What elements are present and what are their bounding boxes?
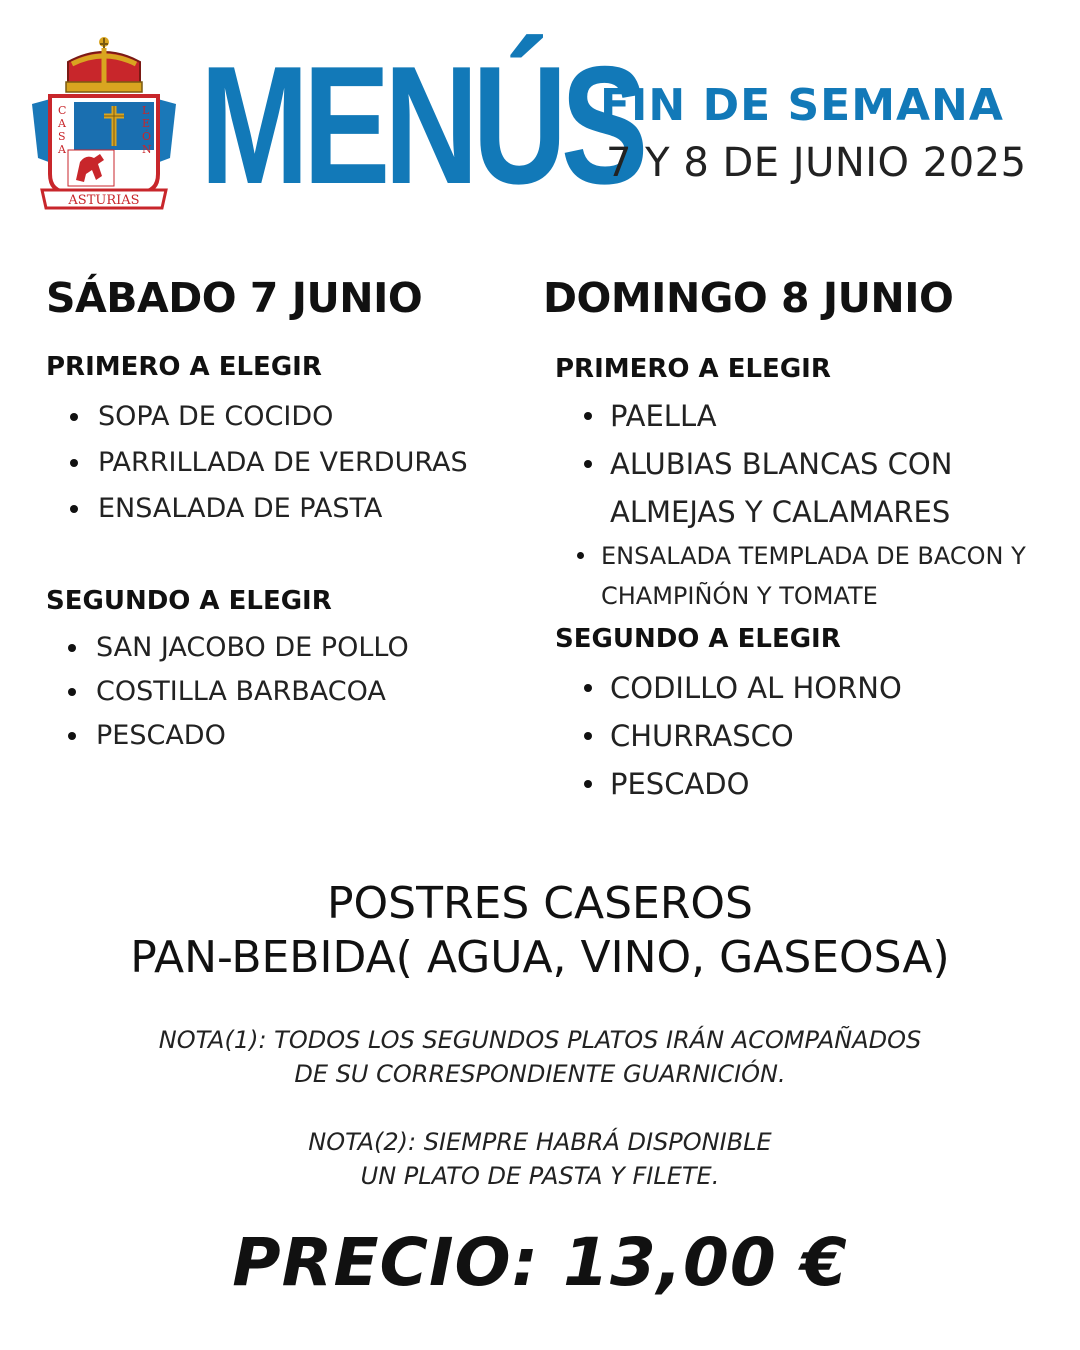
drinks-line: PAN-BEBIDA( AGUA, VINO, GASEOSA)	[130, 932, 950, 983]
bullet-icon	[70, 459, 78, 467]
menu-title: MENÚS	[200, 31, 643, 219]
svg-text:ASTURIAS: ASTURIAS	[68, 193, 140, 208]
bullet-icon	[68, 732, 76, 740]
sunday-heading: DOMINGO 8 JUNIO	[543, 274, 954, 322]
list-item: COSTILLA BARBACOA	[44, 670, 409, 714]
casa-de-leon-logo	[28, 34, 180, 212]
price-label: PRECIO: 13,00 €	[232, 1224, 848, 1301]
sunday-first-course-label: PRIMERO A ELEGIR	[555, 354, 831, 384]
saturday-second-course-label: SEGUNDO A ELEGIR	[46, 586, 332, 616]
list-item: ENSALADA DE PASTA	[46, 486, 468, 532]
svg-text:E: E	[142, 117, 151, 130]
bullet-icon	[577, 552, 584, 559]
list-item: SOPA DE COCIDO	[46, 394, 468, 440]
list-item: PARRILLADA DE VERDURAS	[46, 440, 468, 486]
sunday-first-course-extra-list	[555, 536, 1061, 616]
svg-text:N: N	[142, 143, 152, 156]
svg-text:C: C	[58, 104, 67, 117]
desserts-line: POSTRES CASEROS	[327, 878, 753, 929]
note-1-line-1: NOTA(1): TODOS LOS SEGUNDOS PLATOS IRÁN ACOMPAÑADOS	[158, 1026, 922, 1054]
list-item: ALMEJAS Y CALAMARES	[610, 495, 951, 529]
bullet-icon	[68, 688, 76, 696]
bullet-icon	[68, 644, 76, 652]
svg-text:L: L	[142, 104, 150, 117]
svg-text:Ó: Ó	[142, 130, 152, 143]
list-item: ALUBIAS BLANCAS CON	[555, 440, 952, 488]
list-item: PAELLA	[555, 392, 952, 440]
list-item: PESCADO	[44, 714, 409, 758]
bullet-icon	[584, 684, 592, 692]
bullet-icon	[584, 732, 592, 740]
sunday-second-course-label: SEGUNDO A ELEGIR	[555, 624, 841, 654]
list-item: CODILLO AL HORNO	[555, 664, 902, 712]
svg-text:A: A	[58, 143, 66, 156]
note-2-line-2: UN PLATO DE PASTA Y FILETE.	[360, 1162, 720, 1190]
saturday-first-course-label: PRIMERO A ELEGIR	[46, 352, 322, 382]
list-item: CHURRASCO	[555, 712, 902, 760]
sunday-first-course-list	[555, 392, 952, 536]
list-item: ENSALADA TEMPLADA DE BACON Y CHAMPIÑÓN Y TOMATE	[555, 536, 1061, 616]
weekend-subtitle: FIN DE SEMANA	[600, 80, 1004, 131]
saturday-second-course-list	[44, 626, 409, 758]
crown-icon	[66, 37, 142, 92]
bullet-icon	[584, 780, 592, 788]
bullet-icon	[70, 413, 78, 421]
saturday-heading: SÁBADO 7 JUNIO	[46, 274, 423, 322]
bullet-icon	[584, 412, 592, 420]
note-2-line-1: NOTA(2): SIEMPRE HABRÁ DISPONIBLE	[308, 1128, 772, 1156]
svg-text:A: A	[58, 117, 66, 130]
date-range: 7 Y 8 DE JUNIO 2025	[606, 140, 1027, 186]
list-item: PESCADO	[555, 760, 902, 808]
list-item: SAN JACOBO DE POLLO	[44, 626, 409, 670]
sunday-second-course-list	[555, 664, 902, 808]
bullet-icon	[584, 460, 592, 468]
svg-text:S: S	[58, 130, 66, 143]
note-1-line-2: DE SU CORRESPONDIENTE GUARNICIÓN.	[294, 1060, 786, 1088]
saturday-first-course-list	[46, 394, 468, 532]
bullet-icon	[70, 505, 78, 513]
